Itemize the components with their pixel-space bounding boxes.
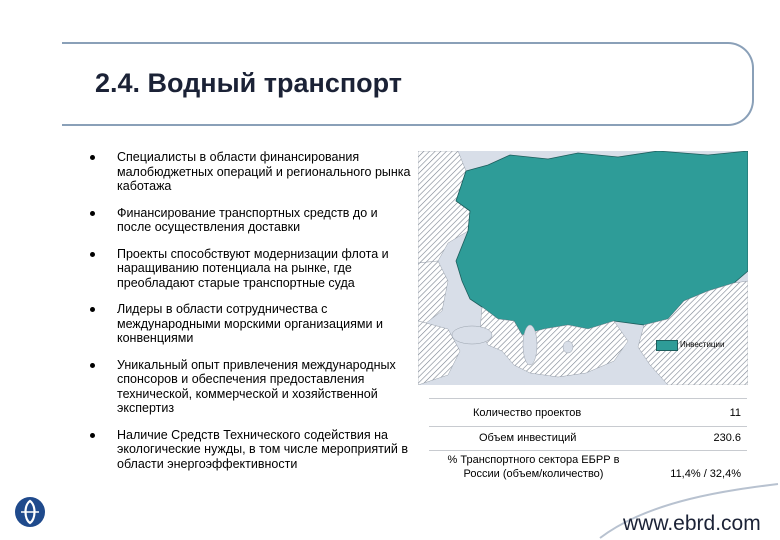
- legend-swatch: [656, 340, 678, 351]
- region-map: [418, 151, 748, 385]
- stat-label-investment: Объем инвестиций: [479, 432, 577, 444]
- list-item: [90, 358, 415, 416]
- list-item: [90, 206, 415, 235]
- aral-sea: [563, 341, 573, 353]
- map-svg: [418, 151, 748, 385]
- list-item: [90, 428, 415, 472]
- bullet-text: Лидеры в области сотрудничества с международными морскими организациями и конвенциями: [117, 302, 383, 345]
- row-divider: [429, 398, 747, 399]
- bullet-text: Финансирование транспортных средств до и после осуществления доставки: [117, 205, 378, 234]
- ebrd-logo-icon: [14, 496, 46, 528]
- bullet-text: Специалисты в области финансирования малобюджетных операций и регионального рынка каботажа: [117, 150, 411, 193]
- stat-value-investment: 230.6: [713, 432, 741, 444]
- central-europe-region: [418, 261, 448, 323]
- caspian-sea: [523, 325, 537, 365]
- stat-value-share: 11,4% / 32,4%: [670, 468, 741, 480]
- list-item: [90, 150, 415, 194]
- bullet-text: Проекты способствуют модернизации флота и наращиванию потенциала на рынке, где преобладают старые транспортные суда: [117, 246, 389, 290]
- balkans-region: [418, 321, 460, 385]
- row-divider: [429, 450, 747, 451]
- bullet-text: Уникальный опыт привлечения международных спонсоров и обеспечения предоставления технической, коммерческой и хозяйственной экспертиз: [117, 357, 396, 415]
- bullet-icon: [90, 433, 95, 438]
- legend-label: Инвестиции: [680, 340, 725, 349]
- list-item: [90, 302, 415, 346]
- bullet-icon: [90, 307, 95, 312]
- black-sea: [452, 326, 492, 344]
- bullet-list: [90, 150, 415, 483]
- stat-label-projects: Количество проектов: [473, 407, 582, 419]
- row-divider: [429, 426, 747, 427]
- stat-label-share: % Транспортного сектора ЕБРР в России (объем/количество): [447, 454, 620, 480]
- list-item: [90, 247, 415, 291]
- bullet-icon: [90, 211, 95, 216]
- page-title: 2.4. Водный транспорт: [95, 68, 402, 98]
- website-link[interactable]: www.ebrd.com: [623, 512, 761, 535]
- bullet-icon: [90, 363, 95, 368]
- stat-value-projects: 11: [729, 407, 741, 419]
- bullet-icon: [90, 252, 95, 257]
- bullet-text: Наличие Средств Технического содействия на экологические нужды, в том числе мероприятий в области энергоэффективности: [117, 427, 408, 471]
- bullet-icon: [90, 155, 95, 160]
- stats-table: [429, 398, 749, 488]
